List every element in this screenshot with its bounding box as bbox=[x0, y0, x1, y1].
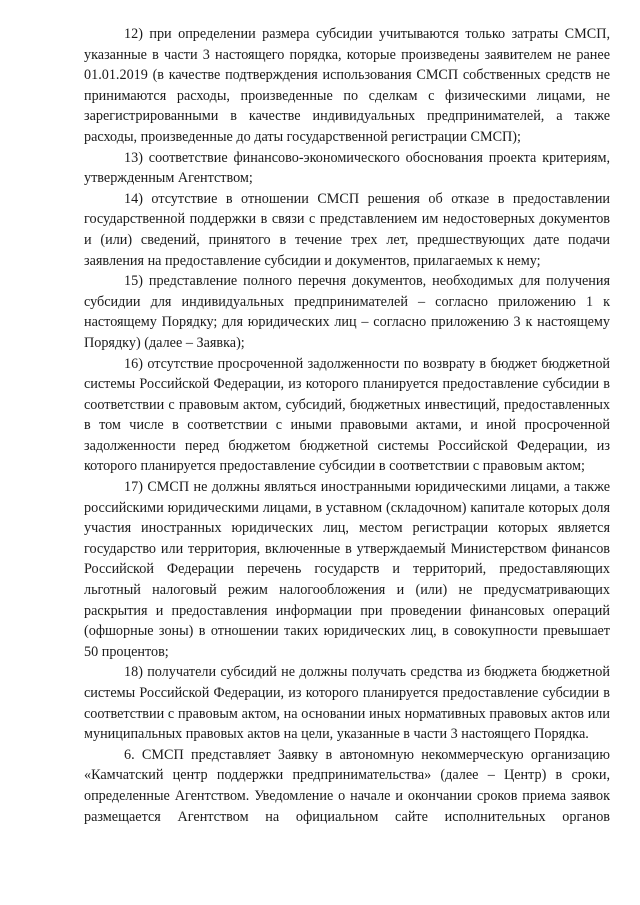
item-number: 18) bbox=[124, 664, 143, 681]
document-body bbox=[84, 24, 610, 827]
item-number: 12) bbox=[124, 26, 143, 42]
paragraph-17 bbox=[84, 477, 610, 662]
item-number: 14) bbox=[124, 190, 143, 207]
item-text: отсутствие просроченной задолженности по возврату в бюджет бюджетной системы Российской Федерации, из которого планируется предоставление субсидии в соответствии с правовым актом, субсидий, бюджетных инвестиций, предоставленных в том числе в соответствии с иными правовыми актами, и иной просроченной задолженности перед бюджетом бюджетной системы Российской Федерации, из которого планируется предоставление субсидии в соответствии с правовым актом; bbox=[84, 355, 611, 475]
paragraph-13 bbox=[84, 148, 610, 189]
item-text: отсутствие в отношении СМСП решения об отказе в предоставлении государственной поддержки в связи с представлением им недостоверных документов и (или) сведений, принятого в течение трех лет, предшествующих дате подачи заявления на предоставление субсидии и документов, прилагаемых к нему; bbox=[84, 190, 611, 269]
item-number: 15) bbox=[124, 273, 143, 290]
item-text: при определении размера субсидии учитываются только затраты СМСП, указанные в части 3 настоящего порядка, которые произведены заявителем не ранее 01.01.2019 (в качестве подтверждения использования СМСП собственных средств не принимаются расходы, произведенные по сделкам с физическими лицами, не зарегистрированными в качестве индивидуальных предпринимателей, а также расходы, произведенные до даты государственной регистрации СМСП); bbox=[84, 26, 611, 145]
item-number: 16) bbox=[124, 355, 143, 372]
paragraph-section-6 bbox=[84, 745, 610, 827]
item-number: 17) bbox=[124, 479, 143, 496]
paragraph-14 bbox=[84, 189, 610, 271]
item-text: СМСП не должны являться иностранными юридическими лицами, а также российскими юридическими лицами, в уставном (складочном) капитале которых доля участия иностранных юридических лиц, местом регистрации которых является государство или территория, включенные в утверждаемый Министерством финансов Российской Федерации перечень государств и территорий, предоставляющих льготный налоговый режим налогообложения и (или) не предусматривающих раскрытия и предоставления информации при проведении финансовых операций (офшорные зоны) в отношении таких юридических лиц, в совокупности превышает 50 процентов; bbox=[84, 479, 610, 660]
section-number: 6. bbox=[124, 746, 135, 763]
paragraph-16 bbox=[84, 354, 610, 478]
item-text: представление полного перечня документов, необходимых для получения субсидии для индивидуальных предпринимателей – согласно приложению 1 к настоящему Порядку; для юридических лиц – согласно приложению 3 к настоящему Порядку) (далее – Заявка); bbox=[84, 273, 610, 351]
item-number: 13) bbox=[124, 149, 143, 166]
paragraph-18 bbox=[84, 662, 610, 744]
paragraph-15 bbox=[84, 271, 610, 353]
paragraph-12 bbox=[84, 24, 610, 148]
item-text: получатели субсидий не должны получать средства из бюджета бюджетной системы Российской Федерации, из которого планируется предоставление субсидии в соответствии с правовым актом, на основании иных нормативных правовых актов или муниципальных правовых актов на цели, указанные в части 3 настоящего Порядка. bbox=[84, 664, 610, 743]
section-text: СМСП представляет Заявку в автономную некоммерческую организацию «Камчатский центр поддержки предпринимательства» (далее – Центр) в сроки, определенные Агентством. Уведомление о начале и окончании сроков приема заявок размещается Агентством на официальном сайте исполнительных органов bbox=[84, 746, 611, 825]
item-text: соответствие финансово-экономического обоснования проекта критериям, утвержденным Агентством; bbox=[84, 149, 611, 187]
